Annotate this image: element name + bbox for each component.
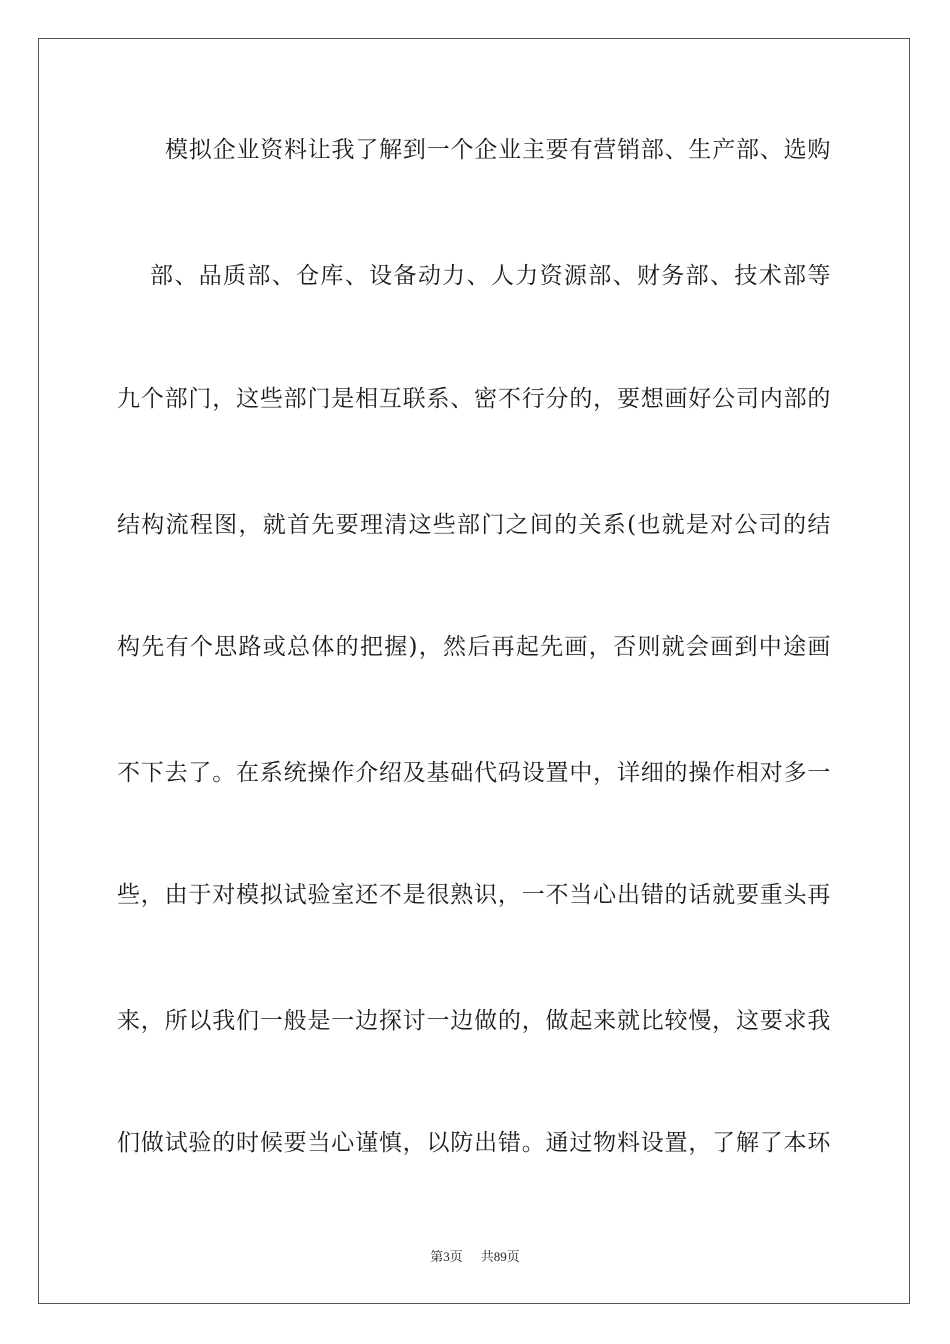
paragraph-line: 结构流程图，就首先要理清这些部门之间的关系(也就是对公司的结 <box>117 512 831 538</box>
page-number: 第3页 <box>430 1249 463 1264</box>
paragraph-line: 构先有个思路或总体的把握)，然后再起先画，否则就会画到中途画 <box>117 634 831 660</box>
paragraph-line: 来，所以我们一般是一边探讨一边做的，做起来就比较慢，这要求我 <box>117 1008 831 1034</box>
paragraph-line: 部、品质部、仓库、设备动力、人力资源部、财务部、技术部等 <box>150 263 831 289</box>
page-total: 共89页 <box>480 1249 520 1264</box>
paragraph-line: 些，由于对模拟试验室还不是很熟识，一不当心出错的话就要重头再 <box>117 882 831 908</box>
paragraph-line: 模拟企业资料让我了解到一个企业主要有营销部、生产部、选购 <box>165 137 831 163</box>
paragraph-line: 九个部门，这些部门是相互联系、密不行分的，要想画好公司内部的 <box>117 386 831 412</box>
paragraph-line: 们做试验的时候要当心谨慎，以防出错。通过物料设置，了解了本环 <box>117 1130 831 1156</box>
paragraph-line: 不下去了。在系统操作介绍及基础代码设置中，详细的操作相对多一 <box>117 760 831 786</box>
page-border <box>38 38 910 1304</box>
page-footer <box>0 1248 950 1266</box>
